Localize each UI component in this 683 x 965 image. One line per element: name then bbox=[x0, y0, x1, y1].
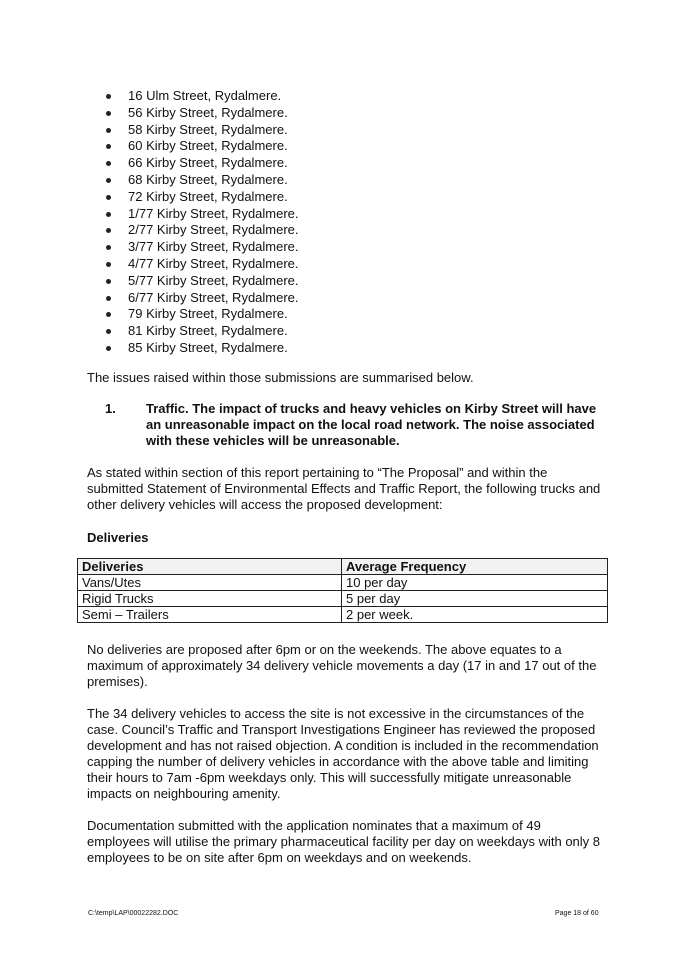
list-item bbox=[104, 88, 299, 105]
list-item-text: 3/77 Kirby Street, Rydalmere. bbox=[128, 239, 299, 255]
bullet-icon bbox=[106, 94, 111, 99]
list-item bbox=[104, 122, 299, 139]
list-item-text: 79 Kirby Street, Rydalmere. bbox=[128, 306, 288, 322]
table-row bbox=[78, 607, 608, 623]
delivery-vehicles-paragraph: The 34 delivery vehicles to access the site is not excessive in the circumstances of the case. Council’s Traffic and Transport Investigations Engineer has reviewed the proposed development and has not raised objection. A condition is included in the recommendation capping the number of delivery vehicles in accordance with the above table and limiting their hours to 7am -6pm weekdays only. This will successfully mitigate unreasonable impacts on neighbouring amenity. bbox=[87, 706, 599, 801]
table-cell: Semi – Trailers bbox=[78, 607, 342, 623]
issue-number: 1. bbox=[105, 401, 116, 416]
table-row bbox=[78, 575, 608, 591]
footer-file-path: C:\temp\LAP\00022282.DOC bbox=[88, 910, 179, 917]
list-item-text: 72 Kirby Street, Rydalmere. bbox=[128, 188, 288, 204]
table-cell: 5 per day bbox=[342, 591, 608, 607]
list-item bbox=[104, 273, 299, 290]
bullet-icon bbox=[106, 279, 111, 284]
table-header-cell: Average Frequency bbox=[342, 559, 608, 575]
issue-text: Traffic. The impact of trucks and heavy vehicles on Kirby Street will have an unreasonable impact on the local road network. The noise associated with these vehicles will be unreasonable. bbox=[146, 401, 597, 448]
list-item bbox=[104, 256, 299, 273]
list-item-text: 58 Kirby Street, Rydalmere. bbox=[128, 121, 288, 137]
table-cell: 10 per day bbox=[342, 575, 608, 591]
list-item bbox=[104, 340, 299, 357]
bullet-icon bbox=[106, 346, 111, 351]
list-item bbox=[104, 105, 299, 122]
deliveries-heading: Deliveries bbox=[87, 530, 149, 545]
footer-page-number: Page 18 of 60 bbox=[555, 910, 599, 917]
list-item bbox=[104, 206, 299, 223]
bullet-icon bbox=[106, 178, 111, 183]
bullet-icon bbox=[106, 296, 111, 301]
list-item-text: 56 Kirby Street, Rydalmere. bbox=[128, 104, 288, 120]
list-item-text: 1/77 Kirby Street, Rydalmere. bbox=[128, 205, 299, 221]
list-item bbox=[104, 239, 299, 256]
bullet-icon bbox=[106, 329, 111, 334]
list-item-text: 4/77 Kirby Street, Rydalmere. bbox=[128, 255, 299, 271]
list-item bbox=[104, 323, 299, 340]
bullet-icon bbox=[106, 262, 111, 267]
table-cell: Vans/Utes bbox=[78, 575, 342, 591]
list-item bbox=[104, 290, 299, 307]
summary-intro: The issues raised within those submissions are summarised below. bbox=[87, 370, 474, 385]
bullet-icon bbox=[106, 144, 111, 149]
list-item bbox=[104, 222, 299, 239]
list-item bbox=[104, 306, 299, 323]
bullet-icon bbox=[106, 111, 111, 116]
list-item-text: 5/77 Kirby Street, Rydalmere. bbox=[128, 272, 299, 288]
submitter-address-list bbox=[104, 88, 299, 357]
bullet-icon bbox=[106, 212, 111, 217]
list-item-text: 16 Ulm Street, Rydalmere. bbox=[128, 88, 282, 103]
bullet-icon bbox=[106, 312, 111, 317]
list-item-text: 81 Kirby Street, Rydalmere. bbox=[128, 323, 288, 339]
deliveries-table bbox=[77, 558, 608, 623]
bullet-icon bbox=[106, 128, 111, 133]
documentation-paragraph: Documentation submitted with the application nominates that a maximum of 49 employees will utilise the primary pharmaceutical facility per day on weekdays with only 8 employees to be on site after 6pm on weekdays and on weekends. bbox=[87, 818, 601, 865]
table-header-cell: Deliveries bbox=[78, 559, 342, 575]
table-header-row bbox=[78, 559, 608, 575]
stated-paragraph: As stated within section of this report pertaining to “The Proposal” and within the submitted Statement of Environmental Effects and Traffic Report, the following trucks and other delivery vehicles will access the proposed development: bbox=[87, 465, 601, 512]
list-item-text: 60 Kirby Street, Rydalmere. bbox=[128, 138, 288, 154]
list-item bbox=[104, 155, 299, 172]
list-item bbox=[104, 172, 299, 189]
table-cell: Rigid Trucks bbox=[78, 591, 342, 607]
list-item-text: 68 Kirby Street, Rydalmere. bbox=[128, 171, 288, 187]
list-item bbox=[104, 189, 299, 206]
list-item-text: 6/77 Kirby Street, Rydalmere. bbox=[128, 289, 299, 305]
list-item-text: 85 Kirby Street, Rydalmere. bbox=[128, 339, 288, 355]
bullet-icon bbox=[106, 228, 111, 233]
no-deliveries-paragraph: No deliveries are proposed after 6pm or on the weekends. The above equates to a maximum of approximately 34 delivery vehicle movements a day (17 in and 17 out of the premises). bbox=[87, 642, 597, 689]
table-row bbox=[78, 591, 608, 607]
list-item-text: 2/77 Kirby Street, Rydalmere. bbox=[128, 222, 299, 238]
bullet-icon bbox=[106, 245, 111, 250]
list-item-text: 66 Kirby Street, Rydalmere. bbox=[128, 155, 288, 171]
bullet-icon bbox=[106, 161, 111, 166]
table-cell: 2 per week. bbox=[342, 607, 608, 623]
bullet-icon bbox=[106, 195, 111, 200]
list-item bbox=[104, 138, 299, 155]
